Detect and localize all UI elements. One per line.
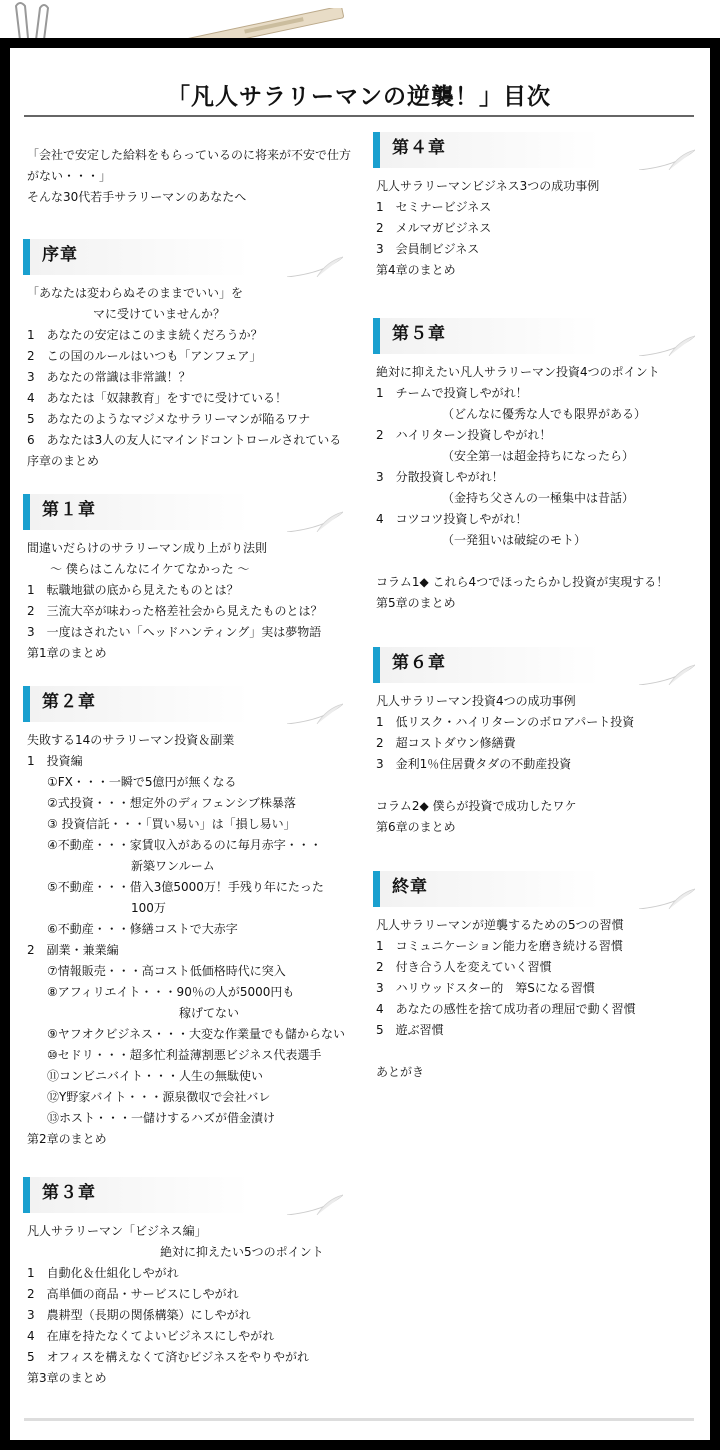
toc-line: 4 あなたの感性を捨て成功者の理屈で動く習慣 [376,1002,636,1016]
toc-line: 3 農耕型（長期の関係構築）にしやがれ [27,1308,251,1322]
toc-line: 3 一度はされたい「ヘッドハンティング」実は夢物語 [27,625,322,639]
accent-bar [373,647,380,683]
page-curl-icon [639,130,695,170]
accent-bar [373,871,380,907]
toc-line: ～ 僕らはこんなにイケてなかった ～ [50,562,250,576]
section-header-jo [23,237,343,277]
toc-line: 4 あなたは「奴隷教育」をすでに受けている！ [27,391,287,405]
toc-line: （一発狙いは破綻のモト） [442,533,587,547]
toc-line: 凡人サラリーマン投資4つの成功事例 [376,694,576,708]
toc-line: 新築ワンルーム [131,859,215,873]
toc-line: 3 ハリウッドスター的 筹Sになる習慣 [376,981,595,995]
toc-line: 1 投資編 [27,754,83,768]
toc-line: 4 在庫を持たなくてよいビジネスにしやがれ [27,1329,275,1343]
toc-line: ⑧アフィリエイト・・・90％の人が5000円も [47,985,295,999]
toc-line: 5 オフィスを構えなくて済むビジネスをやりやがれ [27,1350,309,1364]
page-curl-icon [639,869,695,909]
accent-bar [23,239,30,275]
section-header-ch4 [373,130,695,170]
page-title: 「凡人サラリーマンの逆襲！」目次 [167,84,551,110]
toc-line: コラム2◆ 僕らが投資で成功したワケ [376,799,577,813]
intro-line: がない・・・」 [27,169,112,183]
toc-line: 絶対に抑えたい5つのポイント [160,1245,324,1259]
intro-line: 「会社で安定した給料をもらっているのに将来が不安で仕方 [27,148,352,162]
toc-line: ⑩セドリ・・・超多忙利益薄割悪ビジネス代表選手 [47,1048,322,1062]
toc-line: 2 副業・兼業編 [27,943,119,957]
toc-line: 2 高単価の商品・サービスにしやがれ [27,1287,239,1301]
section-title: 序章 [42,245,78,265]
page-curl-icon [639,316,695,356]
page-curl-icon [639,645,695,685]
section-header-ch3 [23,1175,343,1215]
section-header-ch6 [373,645,695,685]
section-header-ch2 [23,684,343,724]
toc-line: マに受けていませんか？ [93,307,226,321]
toc-line: 2 三流大卒が味わった格差社会から見えたものとは？ [27,604,323,618]
toc-line: 1 セミナービジネス [376,200,492,214]
toc-line: 1 あなたの安定はこのまま続くだろうか？ [27,328,263,342]
toc-line: 2 超コストダウン修繕費 [376,736,516,750]
toc-line: 1 コミュニケーション能力を磨き続ける習慣 [376,939,623,953]
right-column [376,130,696,1083]
toc-line: 第4章のまとめ [376,263,456,277]
toc-line: 1 転職地獄の底から見えたものとは？ [27,583,239,597]
toc-line: 間違いだらけのサラリーマン成り上がり法則 [27,541,268,555]
toc-line: 第6章のまとめ [376,820,456,834]
toc-line: 3 あなたの常識は非常識！？ [27,370,191,384]
toc-line: 第5章のまとめ [376,596,456,610]
toc-line: 3 金利1％住居費タダの不動産投資 [376,757,572,771]
page-curl-icon [287,237,343,277]
section-title: 第２章 [42,692,96,712]
toc-line: （どんなに優秀な人でも限界がある） [442,407,647,421]
toc-line: 「あなたは変わらぬそのままでいい」を [27,286,244,300]
toc-line: 6 あなたは3人の友人にマインドコントロールされている [27,433,342,447]
toc-line: 失敗する14のサラリーマン投資＆副業 [27,733,235,747]
section-header-final [373,869,695,909]
section-title: 第６章 [392,653,446,673]
toc-line: ②式投資・・・想定外のディフェンシブ株暴落 [47,796,296,810]
toc-line: 2 この国のルールはいつも「アンフェア」 [27,349,262,363]
toc-line: コラム1◆ これら4つでほったらかし投資が実現する！ [376,575,669,589]
toc-line: 序章のまとめ [27,454,100,468]
accent-bar [373,318,380,354]
toc-line: 2 ハイリターン投資しやがれ！ [376,428,552,442]
toc-line: ⑪コンビニバイト・・・人生の無駄使い [47,1069,264,1083]
toc-line: ⑬ホスト・・・一儲けするハズが借金漬け [47,1111,276,1125]
toc-line: ⑥不動産・・・修繕コストで大赤字 [47,922,238,936]
section-title: 第４章 [392,138,446,158]
accent-bar [23,1177,30,1213]
section-title: 第１章 [42,500,96,520]
toc-line: 1 低リスク・ハイリターンのボロアパート投資 [376,715,635,729]
toc-line: ③ 投資信託・・・「買い易い」は「損し易い」 [47,817,296,831]
page-curl-icon [287,492,343,532]
toc-line: 1 チームで投資しやがれ！ [376,386,528,400]
section-header-ch1 [23,492,343,532]
section-header-ch5 [373,316,695,356]
toc-line: 5 あなたのようなマジメなサラリーマンが陥るワナ [27,412,311,426]
toc-line: ⑦情報販売・・・高コスト低価格時代に突入 [47,964,286,978]
intro-line: そんな30代若手サラリーマンのあなたへ [27,190,247,204]
bottom-divider [24,1418,694,1421]
section-title: 第５章 [392,324,446,344]
toc-line: 凡人サラリーマンビジネス3つの成功事例 [376,179,600,193]
toc-line: ①FX・・・一瞬で5億円が無くなる [47,775,237,789]
toc-line: 第1章のまとめ [27,646,107,660]
toc-line: ④不動産・・・家賃収入があるのに毎月赤字・・・ [47,838,322,852]
toc-line: 第2章のまとめ [27,1132,107,1146]
toc-line: 絶対に抑えたい凡人サラリーマン投資4つのポイント [376,365,660,379]
page-curl-icon [287,1175,343,1215]
section-title: 終章 [392,877,428,897]
accent-bar [23,494,30,530]
toc-line: 凡人サラリーマン「ビジネス編」 [27,1224,207,1238]
toc-line: 2 メルマガビジネス [376,221,492,235]
afterword: あとがき [376,1065,425,1079]
toc-line: 2 付き合う人を変えていく習慣 [376,960,552,974]
toc-line: （安全第一は超金持ちになったら） [442,449,635,463]
toc-line: ⑫Y野家バイト・・・源泉徴収で会社バレ [47,1090,271,1104]
title-divider [24,115,694,117]
section-title: 第３章 [42,1183,96,1203]
toc-line: ⑨ヤフオクビジネス・・・大変な作業量でも儲からない [47,1027,346,1041]
toc-line: （金持ち父さんの一極集中は昔話） [442,491,635,505]
toc-line: 1 自動化＆仕組化しやがれ [27,1266,179,1280]
toc-line: 稼げてない [179,1006,240,1020]
toc-line: 凡人サラリーマンが逆襲するための5つの習慣 [376,918,624,932]
toc-line: ⑤不動産・・・借入3億5000万！手残り年にたった [47,880,324,894]
left-column [27,145,352,1389]
toc-line: 第3章のまとめ [27,1371,107,1385]
accent-bar [373,132,380,168]
page-curl-icon [287,684,343,724]
toc-line: 3 会員制ビジネス [376,242,480,256]
toc-line: 100万 [131,901,166,915]
toc-line: 4 コツコツ投資しやがれ！ [376,512,528,526]
toc-line: 3 分散投資しやがれ！ [376,470,504,484]
toc-line: 5 遊ぶ習慣 [376,1023,444,1037]
accent-bar [23,686,30,722]
